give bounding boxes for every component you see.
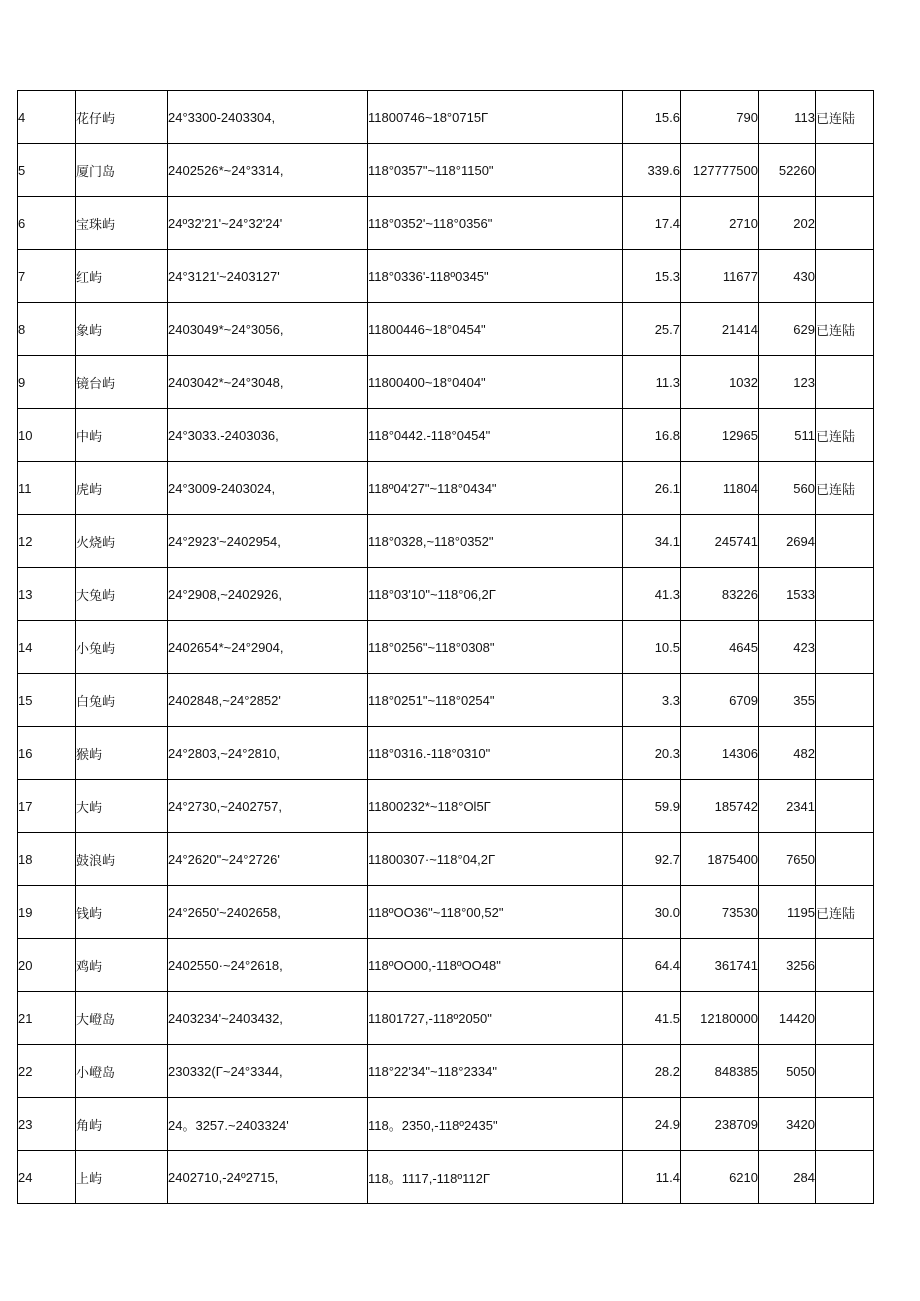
third-value: 2341 xyxy=(759,780,816,833)
longitude-range: 118°22'34"~118°2334" xyxy=(368,1045,623,1098)
status-note xyxy=(816,515,874,568)
third-value: 284 xyxy=(759,1151,816,1204)
longitude-range: 118ºOO36"~118°00,52" xyxy=(368,886,623,939)
third-value: 3256 xyxy=(759,939,816,992)
island-name: 鼓浪屿 xyxy=(76,833,168,886)
status-note xyxy=(816,1151,874,1204)
row-number: 19 xyxy=(18,886,76,939)
status-note xyxy=(816,780,874,833)
area-value: 1032 xyxy=(681,356,759,409)
shoreline-value: 30.0 xyxy=(623,886,681,939)
latitude-range: 230332(Γ~24°3344, xyxy=(168,1045,368,1098)
third-value: 202 xyxy=(759,197,816,250)
shoreline-value: 339.6 xyxy=(623,144,681,197)
shoreline-value: 15.6 xyxy=(623,91,681,144)
third-value: 423 xyxy=(759,621,816,674)
row-number: 22 xyxy=(18,1045,76,1098)
shoreline-value: 11.3 xyxy=(623,356,681,409)
longitude-range: 118。2350,-118º2435" xyxy=(368,1098,623,1151)
shoreline-value: 59.9 xyxy=(623,780,681,833)
third-value: 14420 xyxy=(759,992,816,1045)
status-note xyxy=(816,727,874,780)
shoreline-value: 41.5 xyxy=(623,992,681,1045)
longitude-range: 11800746~18°0715Γ xyxy=(368,91,623,144)
island-name: 大嶝岛 xyxy=(76,992,168,1045)
island-name: 小嶝岛 xyxy=(76,1045,168,1098)
third-value: 629 xyxy=(759,303,816,356)
shoreline-value: 20.3 xyxy=(623,727,681,780)
table-row xyxy=(18,674,874,727)
area-value: 790 xyxy=(681,91,759,144)
shoreline-value: 41.3 xyxy=(623,568,681,621)
island-table-body xyxy=(18,91,874,1204)
island-name: 象屿 xyxy=(76,303,168,356)
status-note: 已连陆 xyxy=(816,886,874,939)
latitude-range: 24°2923'~2402954, xyxy=(168,515,368,568)
table-row xyxy=(18,621,874,674)
latitude-range: 24°3009-2403024, xyxy=(168,462,368,515)
area-value: 245741 xyxy=(681,515,759,568)
third-value: 113 xyxy=(759,91,816,144)
area-value: 14306 xyxy=(681,727,759,780)
island-name: 中屿 xyxy=(76,409,168,462)
table-row xyxy=(18,197,874,250)
status-note xyxy=(816,939,874,992)
third-value: 1195 xyxy=(759,886,816,939)
island-name: 上屿 xyxy=(76,1151,168,1204)
row-number: 8 xyxy=(18,303,76,356)
longitude-range: 118°0442.-118°0454" xyxy=(368,409,623,462)
island-name: 钱屿 xyxy=(76,886,168,939)
area-value: 83226 xyxy=(681,568,759,621)
row-number: 20 xyxy=(18,939,76,992)
status-note xyxy=(816,992,874,1045)
status-note xyxy=(816,1098,874,1151)
shoreline-value: 92.7 xyxy=(623,833,681,886)
area-value: 4645 xyxy=(681,621,759,674)
row-number: 11 xyxy=(18,462,76,515)
status-note xyxy=(816,568,874,621)
latitude-range: 2402654*~24°2904, xyxy=(168,621,368,674)
latitude-range: 2403049*~24°3056, xyxy=(168,303,368,356)
status-note: 已连陆 xyxy=(816,91,874,144)
row-number: 24 xyxy=(18,1151,76,1204)
longitude-range: 118°0336'-118º0345" xyxy=(368,250,623,303)
table-row xyxy=(18,886,874,939)
shoreline-value: 11.4 xyxy=(623,1151,681,1204)
longitude-range: 11800232*~118°Ol5Γ xyxy=(368,780,623,833)
third-value: 482 xyxy=(759,727,816,780)
latitude-range: 24°3300-2403304, xyxy=(168,91,368,144)
island-name: 小兔屿 xyxy=(76,621,168,674)
island-name: 宝珠屿 xyxy=(76,197,168,250)
status-note xyxy=(816,144,874,197)
latitude-range: 24°2908,~2402926, xyxy=(168,568,368,621)
table-row xyxy=(18,568,874,621)
shoreline-value: 3.3 xyxy=(623,674,681,727)
row-number: 6 xyxy=(18,197,76,250)
island-name: 大屿 xyxy=(76,780,168,833)
status-note xyxy=(816,197,874,250)
third-value: 2694 xyxy=(759,515,816,568)
third-value: 52260 xyxy=(759,144,816,197)
row-number: 13 xyxy=(18,568,76,621)
longitude-range: 118°0352'~118°0356" xyxy=(368,197,623,250)
latitude-range: 24。3257.~2403324' xyxy=(168,1098,368,1151)
longitude-range: 118°03'10"~118°06,2Γ xyxy=(368,568,623,621)
area-value: 12180000 xyxy=(681,992,759,1045)
area-value: 848385 xyxy=(681,1045,759,1098)
latitude-range: 2402848,~24°2852' xyxy=(168,674,368,727)
row-number: 10 xyxy=(18,409,76,462)
third-value: 430 xyxy=(759,250,816,303)
island-name: 猴屿 xyxy=(76,727,168,780)
latitude-range: 24º32'21'~24°32'24' xyxy=(168,197,368,250)
island-name: 花仔屿 xyxy=(76,91,168,144)
row-number: 4 xyxy=(18,91,76,144)
area-value: 1875400 xyxy=(681,833,759,886)
longitude-range: 118°0316.-118°0310" xyxy=(368,727,623,780)
status-note xyxy=(816,1045,874,1098)
island-name: 鸡屿 xyxy=(76,939,168,992)
longitude-range: 118°0328,~118°0352" xyxy=(368,515,623,568)
longitude-range: 118°0256"~118°0308" xyxy=(368,621,623,674)
row-number: 18 xyxy=(18,833,76,886)
latitude-range: 2403234'~2403432, xyxy=(168,992,368,1045)
area-value: 2710 xyxy=(681,197,759,250)
shoreline-value: 24.9 xyxy=(623,1098,681,1151)
third-value: 511 xyxy=(759,409,816,462)
area-value: 238709 xyxy=(681,1098,759,1151)
table-row xyxy=(18,91,874,144)
table-row xyxy=(18,1045,874,1098)
latitude-range: 24°2620"~24°2726' xyxy=(168,833,368,886)
third-value: 123 xyxy=(759,356,816,409)
table-row xyxy=(18,833,874,886)
shoreline-value: 25.7 xyxy=(623,303,681,356)
table-row xyxy=(18,992,874,1045)
island-name: 镜台屿 xyxy=(76,356,168,409)
table-row xyxy=(18,727,874,780)
longitude-range: 118°0357"~118°1150" xyxy=(368,144,623,197)
row-number: 14 xyxy=(18,621,76,674)
area-value: 73530 xyxy=(681,886,759,939)
third-value: 3420 xyxy=(759,1098,816,1151)
latitude-range: 2403042*~24°3048, xyxy=(168,356,368,409)
status-note: 已连陆 xyxy=(816,462,874,515)
latitude-range: 2402550·~24°2618, xyxy=(168,939,368,992)
longitude-range: 11800400~18°0404" xyxy=(368,356,623,409)
shoreline-value: 26.1 xyxy=(623,462,681,515)
row-number: 23 xyxy=(18,1098,76,1151)
island-name: 虎屿 xyxy=(76,462,168,515)
table-row xyxy=(18,780,874,833)
table-row xyxy=(18,303,874,356)
row-number: 17 xyxy=(18,780,76,833)
status-note xyxy=(816,833,874,886)
table-row xyxy=(18,250,874,303)
longitude-range: 11800446~18°0454" xyxy=(368,303,623,356)
third-value: 5050 xyxy=(759,1045,816,1098)
third-value: 560 xyxy=(759,462,816,515)
shoreline-value: 10.5 xyxy=(623,621,681,674)
area-value: 11804 xyxy=(681,462,759,515)
row-number: 21 xyxy=(18,992,76,1045)
status-note xyxy=(816,621,874,674)
status-note xyxy=(816,356,874,409)
row-number: 7 xyxy=(18,250,76,303)
longitude-range: 118ºOO00,-118ºOO48" xyxy=(368,939,623,992)
row-number: 12 xyxy=(18,515,76,568)
third-value: 1533 xyxy=(759,568,816,621)
area-value: 6210 xyxy=(681,1151,759,1204)
third-value: 7650 xyxy=(759,833,816,886)
table-row xyxy=(18,356,874,409)
table-row xyxy=(18,409,874,462)
island-name: 大兔屿 xyxy=(76,568,168,621)
row-number: 15 xyxy=(18,674,76,727)
shoreline-value: 17.4 xyxy=(623,197,681,250)
table-row xyxy=(18,1151,874,1204)
latitude-range: 24°3121'~2403127' xyxy=(168,250,368,303)
island-name: 白兔屿 xyxy=(76,674,168,727)
row-number: 5 xyxy=(18,144,76,197)
latitude-range: 24°2650'~2402658, xyxy=(168,886,368,939)
island-name: 红屿 xyxy=(76,250,168,303)
area-value: 21414 xyxy=(681,303,759,356)
shoreline-value: 34.1 xyxy=(623,515,681,568)
status-note xyxy=(816,674,874,727)
longitude-range: 118°0251"~118°0254" xyxy=(368,674,623,727)
island-table xyxy=(17,90,874,1204)
longitude-range: 11800307·~118°04,2Γ xyxy=(368,833,623,886)
table-row xyxy=(18,462,874,515)
shoreline-value: 64.4 xyxy=(623,939,681,992)
status-note: 已连陆 xyxy=(816,303,874,356)
longitude-range: 11801727,-118º2050" xyxy=(368,992,623,1045)
table-row xyxy=(18,1098,874,1151)
island-name: 火烧屿 xyxy=(76,515,168,568)
area-value: 127777500 xyxy=(681,144,759,197)
status-note: 已连陆 xyxy=(816,409,874,462)
island-name: 角屿 xyxy=(76,1098,168,1151)
latitude-range: 24°2803,~24°2810, xyxy=(168,727,368,780)
area-value: 361741 xyxy=(681,939,759,992)
third-value: 355 xyxy=(759,674,816,727)
longitude-range: 118。1117,-118º112Γ xyxy=(368,1151,623,1204)
table-row xyxy=(18,144,874,197)
latitude-range: 2402526*~24°3314, xyxy=(168,144,368,197)
area-value: 185742 xyxy=(681,780,759,833)
latitude-range: 2402710,-24º2715, xyxy=(168,1151,368,1204)
table-row xyxy=(18,939,874,992)
area-value: 12965 xyxy=(681,409,759,462)
row-number: 9 xyxy=(18,356,76,409)
latitude-range: 24°2730,~2402757, xyxy=(168,780,368,833)
status-note xyxy=(816,250,874,303)
shoreline-value: 28.2 xyxy=(623,1045,681,1098)
island-name: 厦门岛 xyxy=(76,144,168,197)
latitude-range: 24°3033.-2403036, xyxy=(168,409,368,462)
row-number: 16 xyxy=(18,727,76,780)
table-row xyxy=(18,515,874,568)
shoreline-value: 15.3 xyxy=(623,250,681,303)
shoreline-value: 16.8 xyxy=(623,409,681,462)
longitude-range: 118º04'27"~118°0434" xyxy=(368,462,623,515)
area-value: 6709 xyxy=(681,674,759,727)
area-value: 11677 xyxy=(681,250,759,303)
